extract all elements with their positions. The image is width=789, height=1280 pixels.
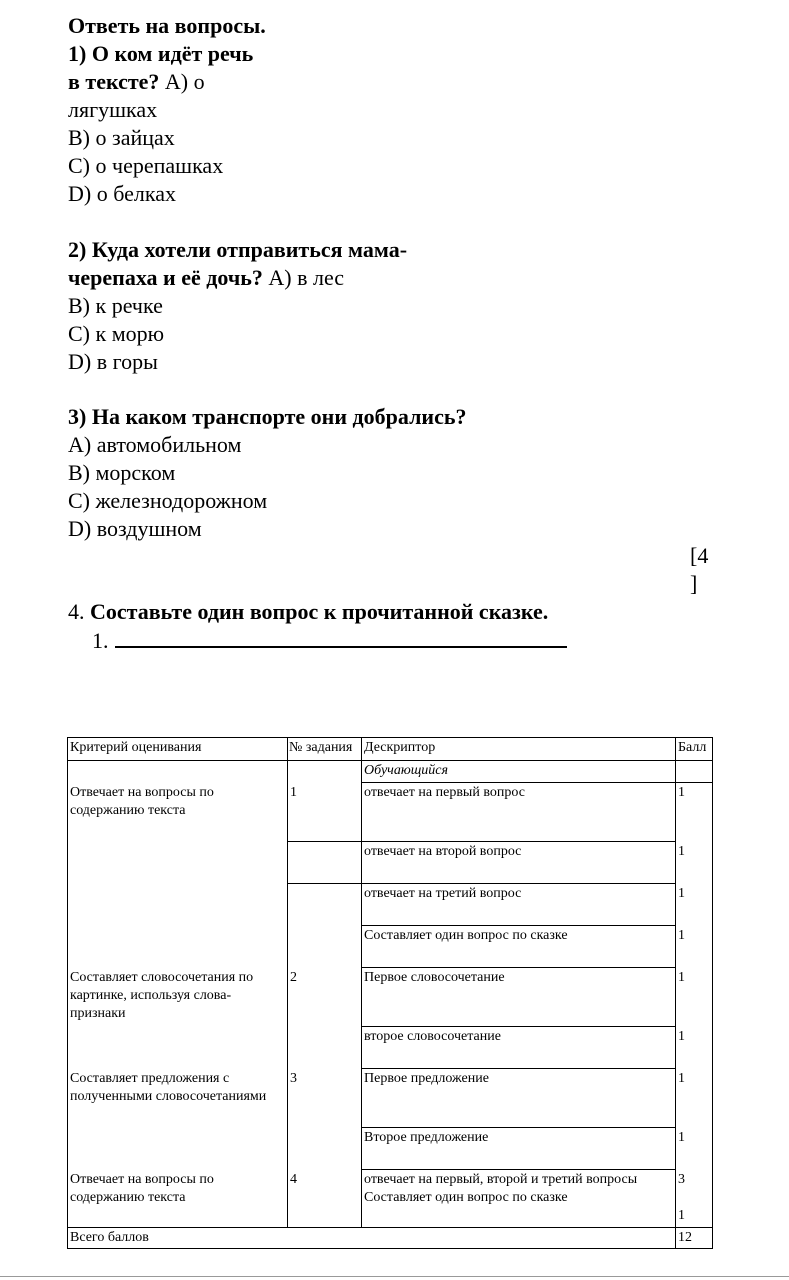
task-number-cell: 1 — [288, 783, 362, 842]
descriptor-cell: второе словосочетание — [362, 1027, 676, 1069]
score-cell: 1 — [676, 926, 713, 968]
descriptor-cell: Первое словосочетание — [362, 968, 676, 1027]
header-descriptor: Дескриптор — [362, 738, 676, 761]
page-bottom-divider — [0, 1276, 789, 1277]
answer-blank-line[interactable] — [115, 626, 567, 648]
question-2-option-d: D) в горы — [68, 349, 158, 374]
question-3-option-d: D) воздушном — [68, 516, 202, 541]
criterion-cell: Составляет предложения с полученными словосочетаниями — [68, 1069, 288, 1128]
task-4-answer-number: 1. — [92, 628, 109, 653]
total-label: Всего баллов — [68, 1228, 676, 1249]
table-row — [68, 884, 713, 926]
table-row — [68, 1027, 713, 1069]
descriptor-cell: Второе предложение — [362, 1128, 676, 1170]
task-number-cell: 3 — [288, 1069, 362, 1128]
question-1-option-a-cont: лягушках — [68, 97, 158, 122]
score-cell: 1 — [676, 783, 713, 842]
descriptor-cell: отвечает на второй вопрос — [362, 842, 676, 884]
table-total-row — [68, 1228, 713, 1249]
question-3-title: 3) На каком транспорте они добрались? — [68, 404, 467, 429]
task-number-cell: 2 — [288, 968, 362, 1027]
question-2-option-a: А) в лес — [268, 265, 345, 290]
table-subheader-row — [68, 761, 713, 783]
descriptor-line-2: Составляет один вопрос по сказке — [364, 1190, 568, 1205]
descriptor-cell: отвечает на первый вопрос — [362, 783, 676, 842]
header-task-number: № задания — [288, 738, 362, 761]
task-4-title: 4. Составьте один вопрос к прочитанной сказке. — [68, 599, 549, 624]
question-1-option-c: С) о черепашках — [68, 153, 224, 178]
table-row — [68, 926, 713, 968]
score-cell: 1 — [676, 884, 713, 926]
question-1-title-line-2: в тексте? А) о — [68, 69, 205, 94]
question-2-title-line-1: 2) Куда хотели отправиться мама- — [68, 237, 408, 262]
header-criterion: Критерий оценивания — [68, 738, 288, 761]
question-1-title-line-1: 1) О ком идёт речь — [68, 41, 254, 66]
question-2-title-line-2: черепаха и её дочь? А) в лес — [68, 265, 345, 290]
descriptor-cell: отвечает на третий вопрос — [362, 884, 676, 926]
descriptor-cell — [362, 1170, 676, 1228]
score-cell: 1 — [676, 1128, 713, 1170]
worksheet-heading: Ответь на вопросы. — [68, 13, 266, 38]
criterion-cell: Отвечает на вопросы по содержанию текста — [68, 783, 288, 842]
question-3-option-c: С) железнодорожном — [68, 488, 268, 513]
question-1-option-a: А) о — [164, 69, 205, 94]
table-header-row — [68, 738, 713, 761]
descriptor-line-1: отвечает на первый, второй и третий вопросы — [364, 1172, 638, 1187]
header-score: Балл — [676, 738, 713, 761]
table-row — [68, 1069, 713, 1128]
score-bracket-close: ] — [690, 571, 698, 596]
score-cell: 1 — [676, 1069, 713, 1128]
subheader-student: Обучающийся — [362, 761, 676, 783]
score-bracket-open: [4 — [690, 543, 709, 568]
table-row — [68, 968, 713, 1027]
total-value: 12 — [676, 1228, 713, 1249]
question-3-option-b: В) морском — [68, 460, 176, 485]
score-cell: 1 — [676, 968, 713, 1027]
assessment-criteria-table — [67, 737, 713, 1249]
criterion-cell: Отвечает на вопросы по содержанию текста — [68, 1170, 288, 1228]
score-cell: 3 1 — [676, 1170, 713, 1228]
task-number-cell: 4 — [288, 1170, 362, 1228]
question-3-option-a: А) автомобильном — [68, 432, 242, 457]
question-2-option-c: С) к морю — [68, 321, 165, 346]
question-2-option-b: В) к речке — [68, 293, 163, 318]
question-1-option-d: D) о белках — [68, 181, 176, 206]
table-row — [68, 783, 713, 842]
table-row — [68, 842, 713, 884]
question-1-option-b: В) о зайцах — [68, 125, 175, 150]
criterion-cell: Составляет словосочетания по картинке, используя слова-признаки — [68, 968, 288, 1027]
task-4-answer-line — [92, 626, 567, 655]
score-cell: 1 — [676, 1027, 713, 1069]
score-cell: 1 — [676, 842, 713, 884]
descriptor-cell: Составляет один вопрос по сказке — [362, 926, 676, 968]
table-row — [68, 1128, 713, 1170]
table-row — [68, 1170, 713, 1228]
descriptor-cell: Первое предложение — [362, 1069, 676, 1128]
